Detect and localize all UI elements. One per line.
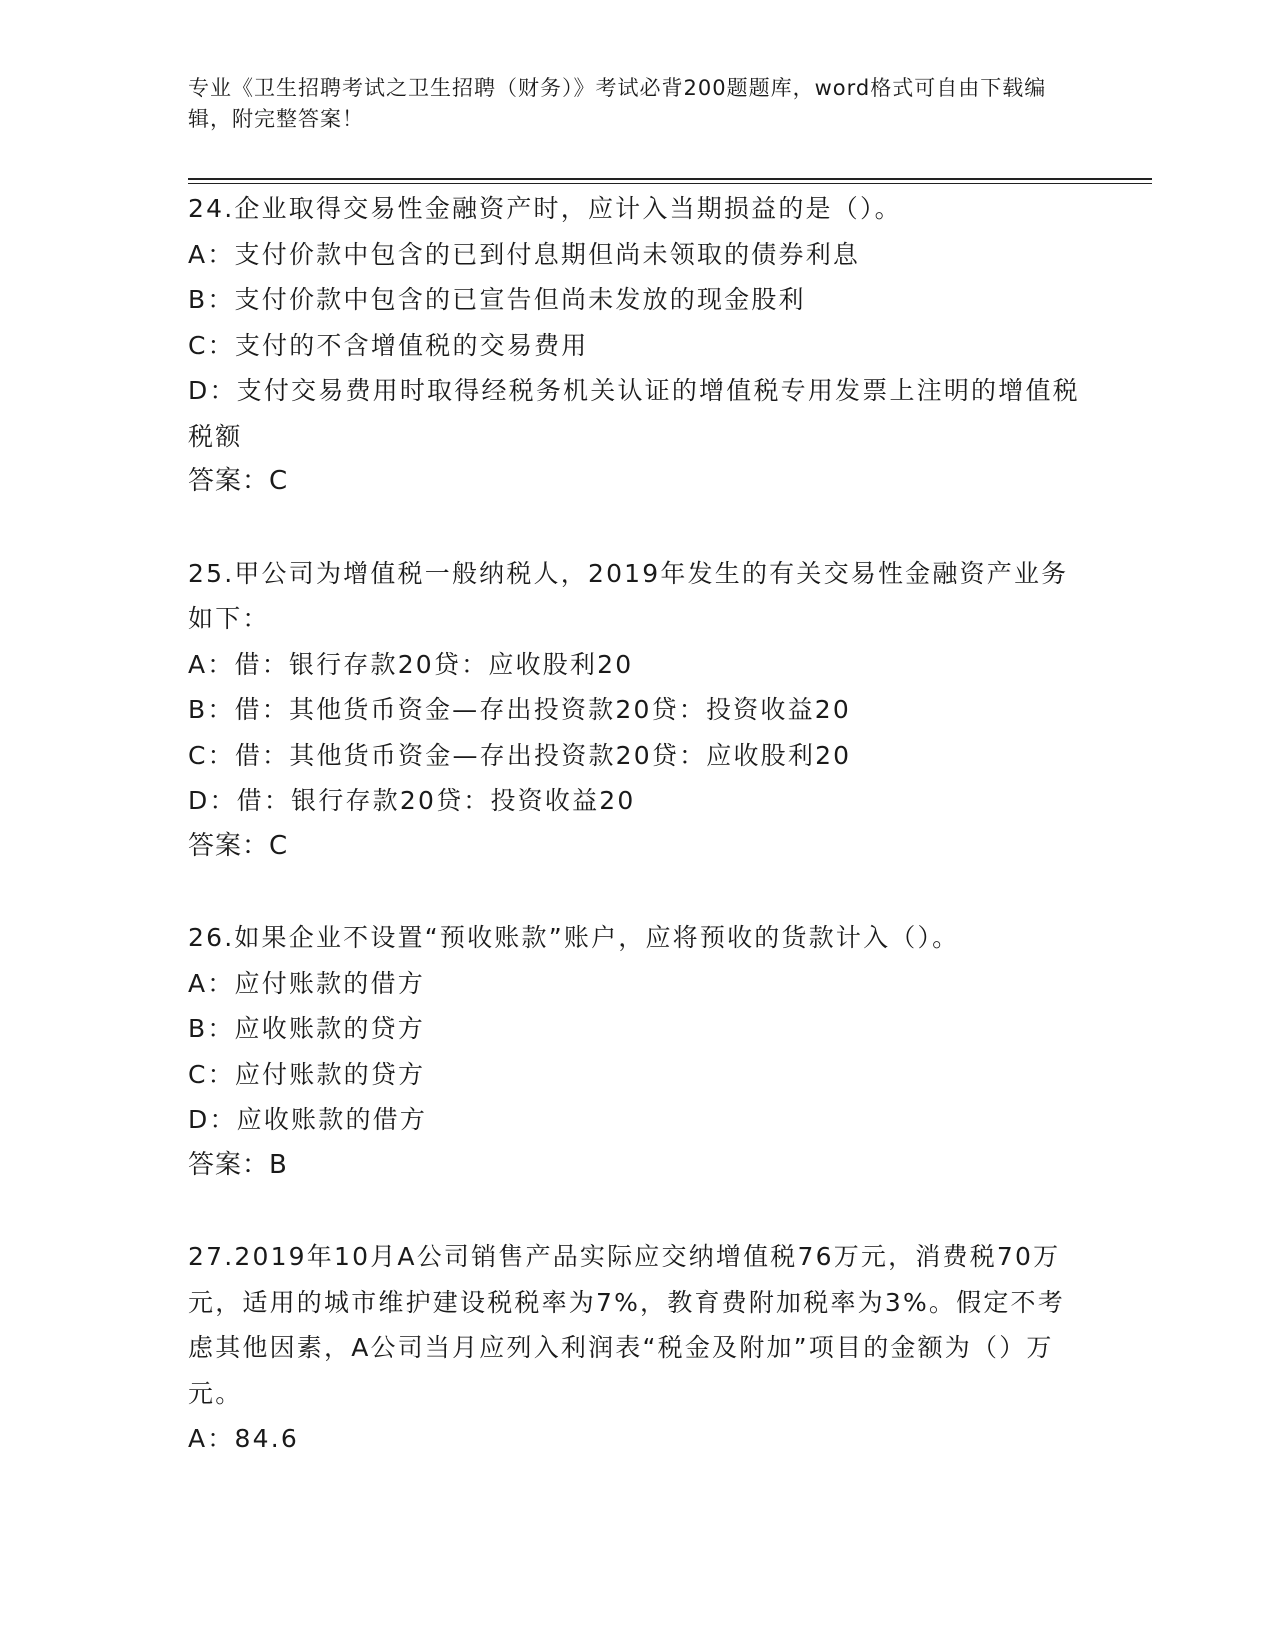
answer-line: 答案：C (188, 466, 289, 496)
option-c: C：支付的不含增值税的交易费用 (188, 330, 589, 360)
option-d: D：应收账款的借方 (188, 1105, 428, 1134)
answer-line: 答案：B (188, 1149, 288, 1180)
question-item (188, 186, 1088, 505)
question-stem: 25.甲公司为增值税一般纳税人，2019年发生的有关交易性金融资产业务如下： (188, 558, 1069, 633)
question-stem: 26.如果企业不设置“预收账款”账户，应将预收的货款计入（）。 (188, 923, 960, 952)
question-stem: 27.2019年10月A公司销售产品实际应交纳增值税76万元，消费税70万元，适用的城市维护建设税税率为7%，教育费附加税率为3%。假定不考虑其他因素，A公司当月应列入利润表“税金及附加”项目的金额为（）万元。 (188, 1242, 1065, 1408)
option-d: D：借：银行存款20贷：投资收益20 (188, 786, 636, 815)
option-a: A：借：银行存款20贷：应收股利20 (188, 649, 634, 679)
option-d: D：支付交易费用时取得经税务机关认证的增值税专用发票上注明的增值税税额 (188, 376, 1080, 451)
option-a: A：应付账款的借方 (188, 968, 425, 998)
option-a: A：支付价款中包含的已到付息期但尚未领取的债券利息 (188, 239, 861, 269)
answer-line: 答案：C (188, 830, 289, 861)
option-a: A：84.6 (188, 1424, 299, 1453)
document-header (188, 73, 1068, 135)
question-item (188, 551, 1088, 870)
question-stem: 24.企业取得交易性金融资产时，应计入当期损益的是（）。 (188, 194, 902, 223)
question-list (188, 186, 1088, 1508)
option-b: B：借：其他货币资金—存出投资款20贷：投资收益20 (188, 695, 851, 724)
option-b: B：应收账款的贷方 (188, 1014, 425, 1043)
option-c: C：应付账款的贷方 (188, 1059, 426, 1089)
question-item (188, 1234, 1088, 1462)
question-item (188, 915, 1088, 1188)
option-b: B：支付价款中包含的已宣告但尚未发放的现金股利 (188, 285, 806, 314)
header-intro-text: 专业《卫生招聘考试之卫生招聘（财务）》考试必背200题题库，word格式可自由下载编辑，附完整答案！ (188, 76, 1047, 131)
header-divider (188, 178, 1152, 184)
option-c: C：借：其他货币资金—存出投资款20贷：应收股利20 (188, 740, 852, 770)
